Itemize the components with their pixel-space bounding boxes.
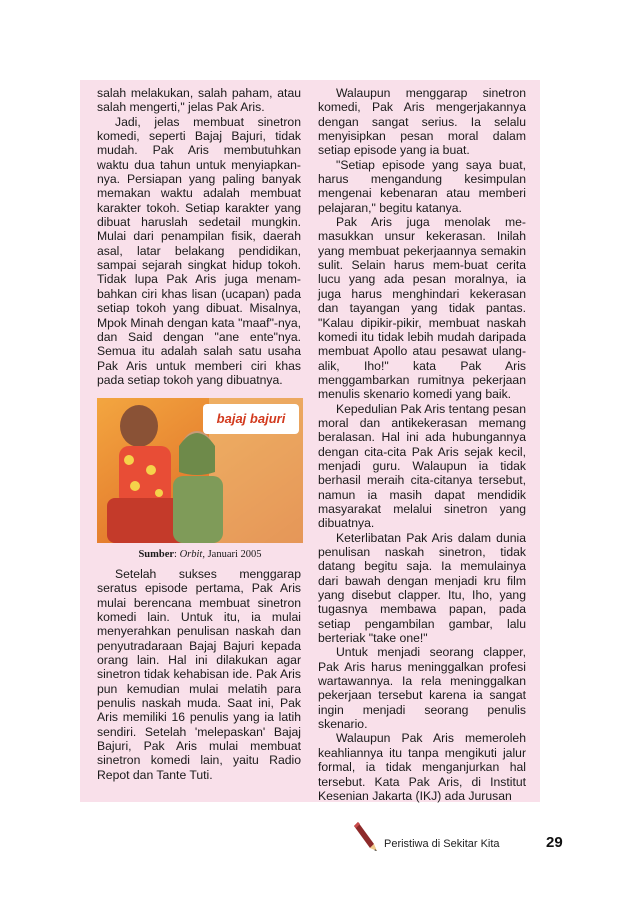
pen-icon xyxy=(352,820,380,854)
paragraph: Kepedulian Pak Aris tentang pesan moral dan antikekerasan memang beralasan. Hal ini ada hubungannya dengan cita-cita Pak Aris sejak kecil, menjadi guru. Walaupun ia tidak berhasil meraih cita-citanya tersebut, namun ia masih dapat mendidik masyarakat melalui sinetron yang dibuatnya. xyxy=(318,401,526,531)
left-column-top xyxy=(97,86,301,387)
page-number: 29 xyxy=(546,834,563,851)
bajaj-bajuri-photo xyxy=(97,398,303,543)
paragraph: Jadi, jelas membuat sinetron komedi, seperti Bajaj Bajuri, tidak mudah. Pak Aris membutuhkan waktu dua tahun untuk menyiapkan-nya. Persiapan yang paling banyak memakan waktu adalah membuat karakter tokoh. Setiap karakter yang dibuat haruslah sedetail mungkin. Mulai dari penampilan fisik, daerah asal, latar belakang pendidikan, sampai sejarah singkat hidup tokoh. Tidak lupa Pak Aris juga menam-bahkan ciri khas lisan (ucapan) pada setiap tokoh yang dibuat. Misalnya, Mpok Minah dengan kata "maaf"-nya, dan Said dengan "ane ente"nya. Semua itu adalah salah satu usaha Pak Aris untuk memberi ciri khas pada setiap tokoh yang dibuatnya. xyxy=(97,114,301,387)
right-column xyxy=(318,86,526,803)
paragraph: Setelah sukses menggarap seratus episode pertama, Pak Aris mulai berencana membuat sinetron komedi lain. Untuk itu, ia mulai menyerahkan penulisan naskah dan penyutradaraan Bajaj Bajuri kepada orang lain. Hal ini dilakukan agar sinetron tidak kehabisan ide. Pak Aris pun kemudian mulai melatih para penulis naskah muda. Saat ini, Pak Aris memiliki 16 penulis yang ia latih sendiri. Setelah 'melepaskan' Bajaj Bajuri, Pak Aris mulai membuat sinetron komedi lain, yaitu Radio Repot dan Tante Tuti. xyxy=(97,567,301,782)
paragraph: salah melakukan, salah paham, atau salah mengerti," jelas Pak Aris. xyxy=(97,86,301,115)
paragraph: Pak Aris juga menolak me-masukkan unsur kekerasan. Inilah yang membuat pekerjaannya semakin sulit. Selain harus mem-buat cerita lucu yang ada pesan moralnya, ia juga harus menghindari kekerasan dan tayangan yang tidak pantas. "Kalau dipikir-pikir, membuat naskah komedi itu tidak lebih mudah daripada membuat Apollo atau pesawat ulang-alik, Iho!" kata Pak Aris menggambarkan rumitnya pekerjaan menulis skenario komedi yang baik. xyxy=(318,215,526,402)
caption-date: , Januari 2005 xyxy=(202,549,262,560)
paragraph: Keterlibatan Pak Aris dalam dunia penulisan naskah sinetron, tidak datang begitu saja. Ia memulainya dari bawah dengan menjadi kru film yang disebut clapper. Itu, Iho, yang tugasnya membawa papan, pada setiap pengambilan gambar, lalu berteriak "take one!" xyxy=(318,530,526,646)
show-logo: bajaj bajuri xyxy=(203,404,299,434)
footer-section-title: Peristiwa di Sekitar Kita xyxy=(384,838,500,850)
caption-source: Orbit xyxy=(179,549,203,560)
caption-label: Sumber xyxy=(138,549,175,560)
left-column-bottom xyxy=(97,567,301,782)
paragraph: Walaupun Pak Aris memeroleh keahliannya itu tanpa mengikuti jalur formal, ia tidak menganjurkan hal tersebut. Kata Pak Aris, di Institut Kesenian Jakarta (IKJ) ada Jurusan xyxy=(318,731,526,803)
paragraph: "Setiap episode yang saya buat, harus mengandung kesimpulan mengenai kebenaran atau memberi pelajaran," begitu katanya. xyxy=(318,157,526,215)
photo-caption: Sumber: Orbit, Januari 2005 xyxy=(138,549,262,560)
paragraph: Walaupun menggarap sinetron komedi, Pak Aris mengerjakannya dengan sangat serius. Ia selalu menyisipkan pesan moral dalam setiap episode yang ia buat. xyxy=(318,86,526,158)
paragraph: Untuk menjadi seorang clapper, Pak Aris harus meninggalkan profesi wartawannya. Ia rela meninggalkan pekerjaan tersebut karena ia sangat ingin menjadi seorang penulis skenario. xyxy=(318,645,526,732)
